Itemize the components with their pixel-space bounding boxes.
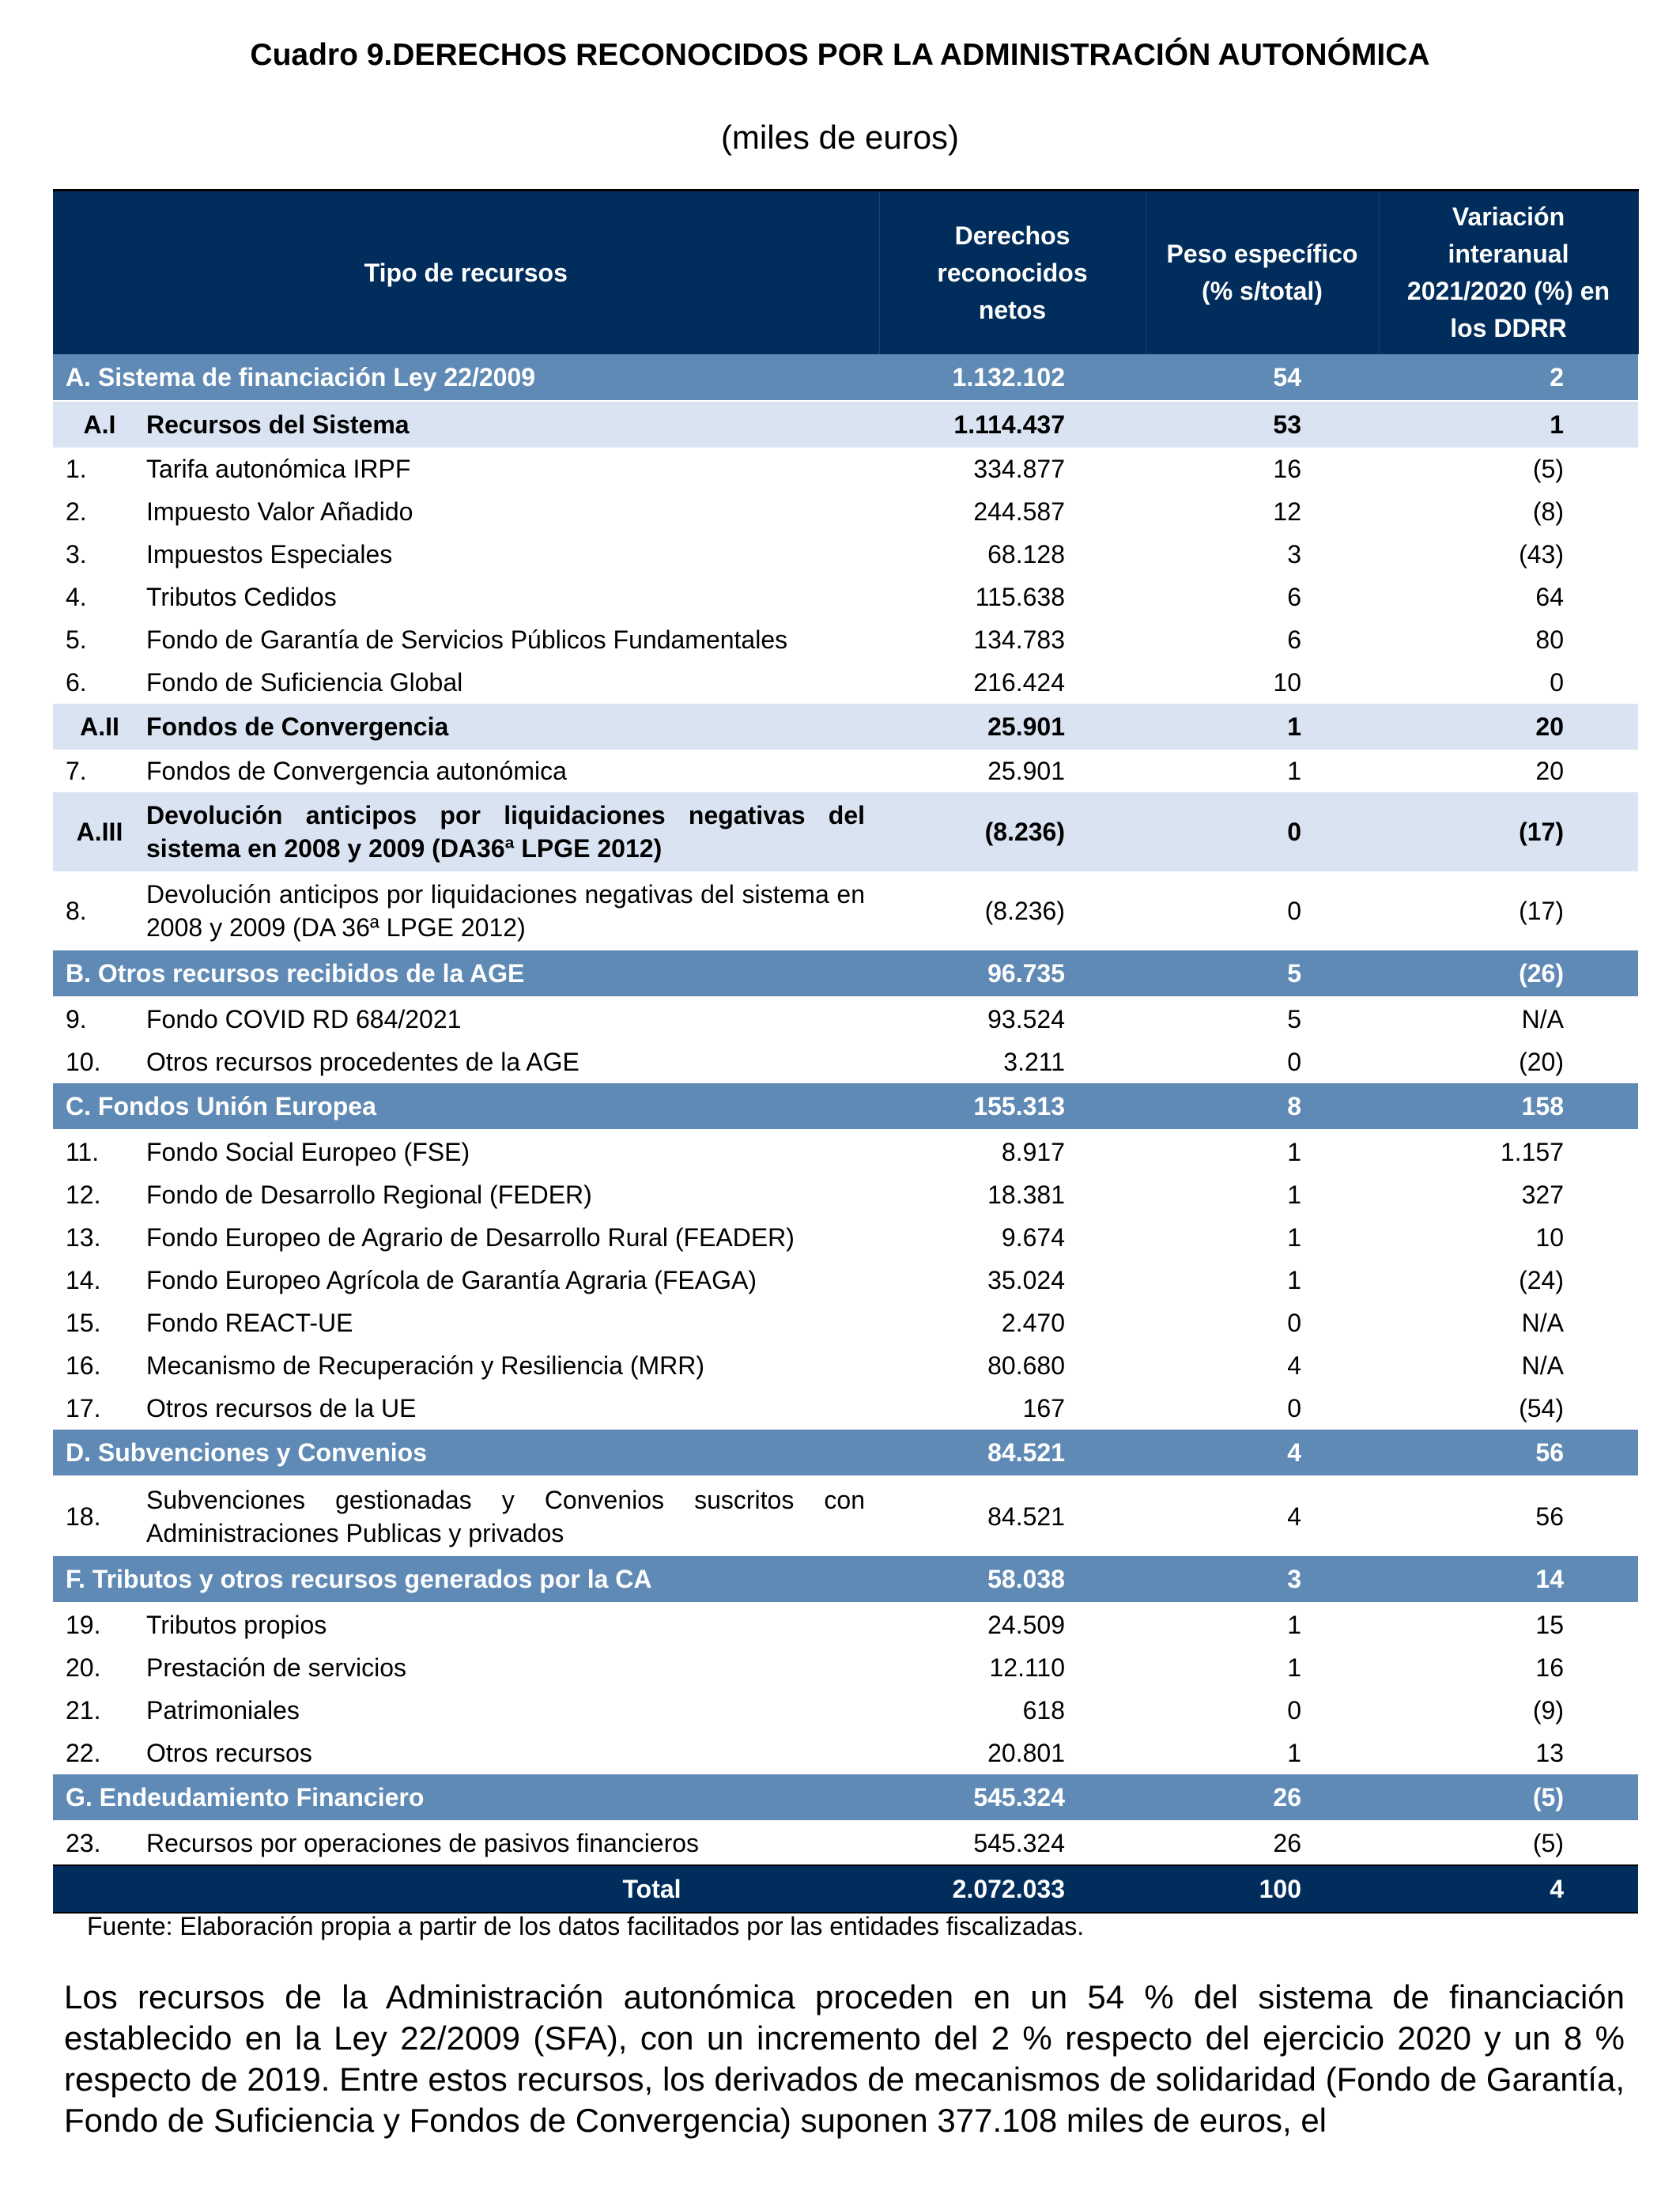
row-number: 11. xyxy=(66,1138,100,1166)
row-label-text: Fondos de Convergencia autonómica xyxy=(146,757,567,785)
peso-cell: 16 xyxy=(1273,454,1301,483)
derechos-cell: 25.901 xyxy=(987,756,1065,785)
item-row xyxy=(53,1732,1638,1774)
derechos-cell: 2.072.033 xyxy=(879,1865,1146,1913)
row-label-text: Tarifa autonómica IRPF xyxy=(146,455,411,483)
tipo-cell xyxy=(53,576,879,618)
tipo-cell xyxy=(53,661,879,704)
row-label-text: Tributos propios xyxy=(146,1611,327,1639)
header-derechos: Derechos reconocidos netos xyxy=(879,191,1146,355)
row-label xyxy=(53,1221,879,1254)
row-number: 20. xyxy=(66,1653,101,1682)
peso-cell: 0 xyxy=(1146,792,1379,871)
row-label xyxy=(53,1349,879,1382)
peso-cell: 3 xyxy=(1287,539,1301,569)
row-number: 7. xyxy=(66,757,87,785)
variacion-cell: 158 xyxy=(1379,1083,1638,1130)
row-label-text: Otros recursos xyxy=(146,1739,312,1767)
variacion-cell: (5) xyxy=(1532,1828,1564,1857)
item-row xyxy=(53,618,1638,661)
derechos-cell: 8.917 xyxy=(1001,1137,1065,1166)
peso-cell: 1 xyxy=(1287,1738,1301,1767)
tipo-cell xyxy=(53,750,879,792)
derechos-cell: 93.524 xyxy=(987,1004,1065,1033)
peso-cell: 100 xyxy=(1146,1865,1379,1913)
row-label xyxy=(53,1562,879,1596)
row-label-text: Impuestos Especiales xyxy=(146,540,393,569)
row-label xyxy=(53,878,879,944)
row-label-text: B. Otros recursos recibidos de la AGE xyxy=(66,959,525,988)
derechos-cell: 9.674 xyxy=(1001,1222,1065,1252)
derechos-cell: 24.509 xyxy=(987,1610,1065,1639)
derechos-cell: 58.038 xyxy=(879,1556,1146,1603)
row-label xyxy=(53,361,879,394)
variacion-cell: 80 xyxy=(1535,625,1564,654)
row-number: A.I xyxy=(83,410,116,439)
variacion-cell: 14 xyxy=(1379,1556,1638,1603)
row-label xyxy=(53,1178,879,1211)
header-peso: Peso específico (% s/total) xyxy=(1146,191,1379,355)
item-row xyxy=(53,1216,1638,1259)
variacion-cell: (17) xyxy=(1519,896,1564,925)
row-label xyxy=(53,1736,879,1770)
row-label xyxy=(53,1306,879,1339)
peso-cell: 1 xyxy=(1146,704,1379,750)
table-body xyxy=(53,354,1638,1913)
variacion-cell: 1.157 xyxy=(1500,1137,1564,1166)
variacion-cell: 10 xyxy=(1535,1222,1564,1252)
tipo-cell xyxy=(53,1387,879,1430)
row-label xyxy=(53,495,879,528)
item-row xyxy=(53,871,1638,950)
derechos-table xyxy=(53,189,1639,1914)
tipo-cell xyxy=(53,490,879,533)
variacion-cell: N/A xyxy=(1521,1351,1564,1380)
tipo-cell xyxy=(53,1689,879,1732)
variacion-cell: 64 xyxy=(1535,582,1564,611)
derechos-cell: 20.801 xyxy=(987,1738,1065,1767)
total-row xyxy=(53,1865,1638,1913)
row-label-text: Mecanismo de Recuperación y Resiliencia (MRR) xyxy=(146,1351,705,1380)
derechos-cell: 334.877 xyxy=(973,454,1065,483)
row-number: 1. xyxy=(66,455,87,483)
row-label-text: Tributos Cedidos xyxy=(146,583,337,611)
row-number: 23. xyxy=(66,1829,101,1857)
derechos-cell: (8.236) xyxy=(984,896,1065,925)
row-number: 15. xyxy=(66,1309,101,1337)
row-label xyxy=(53,1483,879,1550)
row-label-text: Devolución anticipos por liquidaciones negativas del sistema en 2008 y 2009 (DA36ª LPGE 2012) xyxy=(146,801,865,863)
peso-cell: 6 xyxy=(1287,582,1301,611)
peso-cell: 1 xyxy=(1287,1180,1301,1209)
item-row xyxy=(53,576,1638,618)
variacion-cell: 20 xyxy=(1535,756,1564,785)
variacion-cell: (24) xyxy=(1519,1265,1564,1294)
row-label-text: F. Tributos y otros recursos generados por la CA xyxy=(66,1565,652,1593)
tipo-cell: Total xyxy=(53,1865,879,1913)
row-label-text: Recursos por operaciones de pasivos financieros xyxy=(146,1829,700,1857)
row-number: 18. xyxy=(66,1502,101,1531)
tipo-cell xyxy=(53,792,879,871)
derechos-cell: 3.211 xyxy=(1003,1047,1065,1076)
row-number: 19. xyxy=(66,1611,101,1639)
row-label-text: Fondo de Garantía de Servicios Públicos Fundamentales xyxy=(146,625,788,654)
peso-cell: 26 xyxy=(1146,1774,1379,1821)
item-row xyxy=(53,1603,1638,1646)
row-label xyxy=(53,580,879,614)
variacion-cell: 1 xyxy=(1379,401,1638,448)
variacion-cell: (5) xyxy=(1379,1774,1638,1821)
row-label xyxy=(53,1090,879,1123)
derechos-cell: 2.470 xyxy=(1001,1308,1065,1337)
row-label-text: Patrimoniales xyxy=(146,1696,300,1725)
row-label xyxy=(53,538,879,571)
peso-cell: 6 xyxy=(1287,625,1301,654)
item-row xyxy=(53,1646,1638,1689)
item-row xyxy=(53,1821,1638,1865)
row-number: A.III xyxy=(76,818,123,846)
row-number: 14. xyxy=(66,1266,101,1294)
tipo-cell xyxy=(53,1259,879,1302)
tipo-cell xyxy=(53,704,879,750)
row-label xyxy=(53,408,879,441)
row-label xyxy=(53,1264,879,1297)
peso-cell: 0 xyxy=(1287,1047,1301,1076)
tipo-cell xyxy=(53,1041,879,1083)
row-number: 4. xyxy=(66,583,87,611)
variacion-cell: 15 xyxy=(1535,1610,1564,1639)
variacion-cell: 2 xyxy=(1379,354,1638,401)
variacion-cell: 56 xyxy=(1535,1502,1564,1531)
tipo-cell xyxy=(53,533,879,576)
variacion-cell: 0 xyxy=(1550,667,1564,697)
peso-cell: 12 xyxy=(1273,497,1301,526)
row-label-text: Recursos del Sistema xyxy=(146,410,410,439)
peso-cell: 53 xyxy=(1146,401,1379,448)
derechos-cell: 618 xyxy=(1022,1695,1065,1725)
row-label xyxy=(53,623,879,656)
row-label xyxy=(53,1392,879,1425)
header-tipo: Tipo de recursos xyxy=(53,191,879,355)
item-row xyxy=(53,490,1638,533)
item-row xyxy=(53,1041,1638,1083)
derechos-cell: 1.114.437 xyxy=(879,401,1146,448)
row-number: 8. xyxy=(66,897,87,925)
row-label-text: Fondo Social Europeo (FSE) xyxy=(146,1138,470,1166)
peso-cell: 4 xyxy=(1287,1502,1301,1531)
section-row xyxy=(53,1556,1638,1603)
derechos-cell: 84.521 xyxy=(987,1502,1065,1531)
variacion-cell: 4 xyxy=(1379,1865,1638,1913)
peso-cell: 1 xyxy=(1287,1653,1301,1682)
peso-cell: 1 xyxy=(1287,1137,1301,1166)
derechos-cell: 167 xyxy=(1022,1393,1065,1422)
item-row xyxy=(53,661,1638,704)
tipo-cell xyxy=(53,1556,879,1603)
section-row xyxy=(53,1430,1638,1476)
row-label xyxy=(53,1436,879,1469)
variacion-cell: (17) xyxy=(1379,792,1638,871)
row-label-text: Fondo de Suficiencia Global xyxy=(146,668,463,697)
section-row xyxy=(53,950,1638,997)
row-label-text: Fondo REACT-UE xyxy=(146,1309,353,1337)
peso-cell: 0 xyxy=(1287,896,1301,925)
row-number: 12. xyxy=(66,1181,101,1209)
item-row xyxy=(53,1344,1638,1387)
variacion-cell: 13 xyxy=(1535,1738,1564,1767)
variacion-cell: (20) xyxy=(1519,1047,1564,1076)
peso-cell: 10 xyxy=(1273,667,1301,697)
peso-cell: 54 xyxy=(1146,354,1379,401)
row-label xyxy=(53,957,879,990)
peso-cell: 5 xyxy=(1146,950,1379,997)
variacion-cell: (8) xyxy=(1532,497,1564,526)
derechos-cell: 216.424 xyxy=(973,667,1065,697)
row-label-text: Devolución anticipos por liquidaciones negativas del sistema en 2008 y 2009 (DA 36ª LPGE 2012) xyxy=(146,880,865,942)
peso-cell: 0 xyxy=(1287,1393,1301,1422)
row-number: 21. xyxy=(66,1696,101,1725)
tipo-cell xyxy=(53,1130,879,1173)
row-label xyxy=(53,1651,879,1684)
source-note: Fuente: Elaboración propia a partir de los datos facilitados por las entidades fiscalizadas. xyxy=(87,1912,1085,1940)
derechos-cell: 1.132.102 xyxy=(879,354,1146,401)
tipo-cell xyxy=(53,1821,879,1865)
item-row xyxy=(53,1259,1638,1302)
sub-row xyxy=(53,792,1638,871)
variacion-cell: N/A xyxy=(1521,1308,1564,1337)
tipo-cell xyxy=(53,1173,879,1216)
variacion-cell: (26) xyxy=(1379,950,1638,997)
row-label xyxy=(53,452,879,485)
row-label-text: C. Fondos Unión Europea xyxy=(66,1092,376,1120)
derechos-cell: 84.521 xyxy=(879,1430,1146,1476)
row-number: 5. xyxy=(66,625,87,654)
tipo-cell xyxy=(53,401,879,448)
peso-cell: 1 xyxy=(1287,1265,1301,1294)
tipo-cell xyxy=(53,1646,879,1689)
item-row xyxy=(53,1689,1638,1732)
tipo-cell xyxy=(53,1083,879,1130)
row-label xyxy=(53,1827,879,1860)
row-label-text: Otros recursos de la UE xyxy=(146,1394,417,1422)
peso-cell: 0 xyxy=(1287,1695,1301,1725)
tipo-cell xyxy=(53,1302,879,1344)
variacion-cell: N/A xyxy=(1521,1004,1564,1033)
tipo-cell xyxy=(53,871,879,950)
peso-cell: 0 xyxy=(1287,1308,1301,1337)
row-label xyxy=(53,1608,879,1642)
derechos-cell: 35.024 xyxy=(987,1265,1065,1294)
table-subtitle: (miles de euros) xyxy=(720,119,960,156)
derechos-cell: 115.638 xyxy=(975,582,1065,611)
item-row xyxy=(53,997,1638,1041)
peso-cell: 5 xyxy=(1287,1004,1301,1033)
tipo-cell xyxy=(53,354,879,401)
sub-row xyxy=(53,704,1638,750)
row-label xyxy=(53,1045,879,1079)
row-label xyxy=(53,754,879,788)
table-header-row xyxy=(53,191,1638,355)
variacion-cell: 56 xyxy=(1379,1430,1638,1476)
row-label-text: Impuesto Valor Añadido xyxy=(146,497,413,526)
row-label xyxy=(53,799,879,865)
row-label-text: Fondo Europeo de Agrario de Desarrollo Rural (FEADER) xyxy=(146,1223,795,1252)
row-label-text: Subvenciones gestionadas y Convenios suscritos con Administraciones Publicas y privados xyxy=(146,1486,865,1547)
row-number: 9. xyxy=(66,1005,87,1033)
tipo-cell xyxy=(53,950,879,997)
row-label xyxy=(53,1781,879,1814)
body-paragraph: Los recursos de la Administración autonómica proceden en un 54 % del sistema de financiación establecido en la Ley 22/2009 (SFA), con un incremento del 2 % respecto del ejercicio 2020 y un 8 % respecto de 2019. Entre estos recursos, los derivados de mecanismos de solidaridad (Fondo de Garantía, Fondo de Suficiencia y Fondos de Convergencia) suponen 377.108 miles de euros, el xyxy=(64,1978,1625,2139)
tipo-cell xyxy=(53,1216,879,1259)
row-label-text: A. Sistema de financiación Ley 22/2009 xyxy=(66,363,536,391)
derechos-cell: 12.110 xyxy=(989,1653,1065,1682)
tipo-cell xyxy=(53,1344,879,1387)
peso-cell: 1 xyxy=(1287,1610,1301,1639)
peso-cell: 3 xyxy=(1146,1556,1379,1603)
section-row xyxy=(53,1083,1638,1130)
variacion-cell: 20 xyxy=(1379,704,1638,750)
derechos-cell: 96.735 xyxy=(879,950,1146,997)
derechos-cell: 244.587 xyxy=(973,497,1065,526)
row-number: 2. xyxy=(66,497,87,526)
tipo-cell xyxy=(53,448,879,490)
derechos-cell: 545.324 xyxy=(973,1828,1065,1857)
row-label-text: Fondo de Desarrollo Regional (FEDER) xyxy=(146,1181,592,1209)
derechos-cell: 25.901 xyxy=(879,704,1146,750)
peso-cell: 4 xyxy=(1146,1430,1379,1476)
derechos-cell: 18.381 xyxy=(987,1180,1065,1209)
peso-cell: 4 xyxy=(1287,1351,1301,1380)
row-label-text: Fondos de Convergencia xyxy=(146,712,449,741)
peso-cell: 1 xyxy=(1287,756,1301,785)
derechos-cell: 68.128 xyxy=(987,539,1065,569)
row-number: 10. xyxy=(66,1048,101,1076)
row-label-text: Otros recursos procedentes de la AGE xyxy=(146,1048,580,1076)
row-label-text: D. Subvenciones y Convenios xyxy=(66,1438,427,1467)
row-number: 16. xyxy=(66,1351,101,1380)
row-label xyxy=(53,1003,879,1036)
row-number: 13. xyxy=(66,1223,101,1252)
item-row xyxy=(53,1302,1638,1344)
row-number: 6. xyxy=(66,668,87,697)
variacion-cell: (43) xyxy=(1519,539,1564,569)
variacion-cell: (54) xyxy=(1519,1393,1564,1422)
row-number: 3. xyxy=(66,540,87,569)
row-label-text: Prestación de servicios xyxy=(146,1653,407,1682)
derechos-cell: 545.324 xyxy=(879,1774,1146,1821)
row-number: 22. xyxy=(66,1739,101,1767)
tipo-cell xyxy=(53,618,879,661)
tipo-cell xyxy=(53,1476,879,1556)
tipo-cell xyxy=(53,997,879,1041)
row-number: A.II xyxy=(80,712,119,741)
derechos-cell: (8.236) xyxy=(879,792,1146,871)
row-label xyxy=(53,1135,879,1169)
variacion-cell: (5) xyxy=(1532,454,1564,483)
peso-cell: 26 xyxy=(1273,1828,1301,1857)
derechos-cell: 134.783 xyxy=(973,625,1065,654)
item-row xyxy=(53,448,1638,490)
variacion-cell: (9) xyxy=(1532,1695,1564,1725)
derechos-cell: 80.680 xyxy=(987,1351,1065,1380)
peso-cell: 1 xyxy=(1287,1222,1301,1252)
row-label xyxy=(53,710,879,743)
table-title: Cuadro 9.DERECHOS RECONOCIDOS POR LA ADMINISTRACIÓN AUTONÓMICA xyxy=(250,38,1430,72)
derechos-cell: 155.313 xyxy=(879,1083,1146,1130)
tipo-cell xyxy=(53,1603,879,1646)
row-label xyxy=(53,1694,879,1727)
item-row xyxy=(53,750,1638,792)
tipo-cell xyxy=(53,1732,879,1774)
sub-row xyxy=(53,401,1638,448)
item-row xyxy=(53,1173,1638,1216)
item-row xyxy=(53,1130,1638,1173)
section-row xyxy=(53,354,1638,401)
row-number: 17. xyxy=(66,1394,101,1422)
section-row xyxy=(53,1774,1638,1821)
header-variacion: Variación interanual 2021/2020 (%) en los DDRR xyxy=(1379,191,1638,355)
item-row xyxy=(53,1387,1638,1430)
tipo-cell xyxy=(53,1774,879,1821)
tipo-cell xyxy=(53,1430,879,1476)
variacion-cell: 327 xyxy=(1521,1180,1564,1209)
item-row xyxy=(53,533,1638,576)
row-label xyxy=(53,666,879,699)
row-label-text: Fondo Europeo Agrícola de Garantía Agraria (FEAGA) xyxy=(146,1266,757,1294)
variacion-cell: 16 xyxy=(1535,1653,1564,1682)
row-label-text: Fondo COVID RD 684/2021 xyxy=(146,1005,462,1033)
row-label-text: G. Endeudamiento Financiero xyxy=(66,1783,425,1812)
item-row xyxy=(53,1476,1638,1556)
peso-cell: 8 xyxy=(1146,1083,1379,1130)
